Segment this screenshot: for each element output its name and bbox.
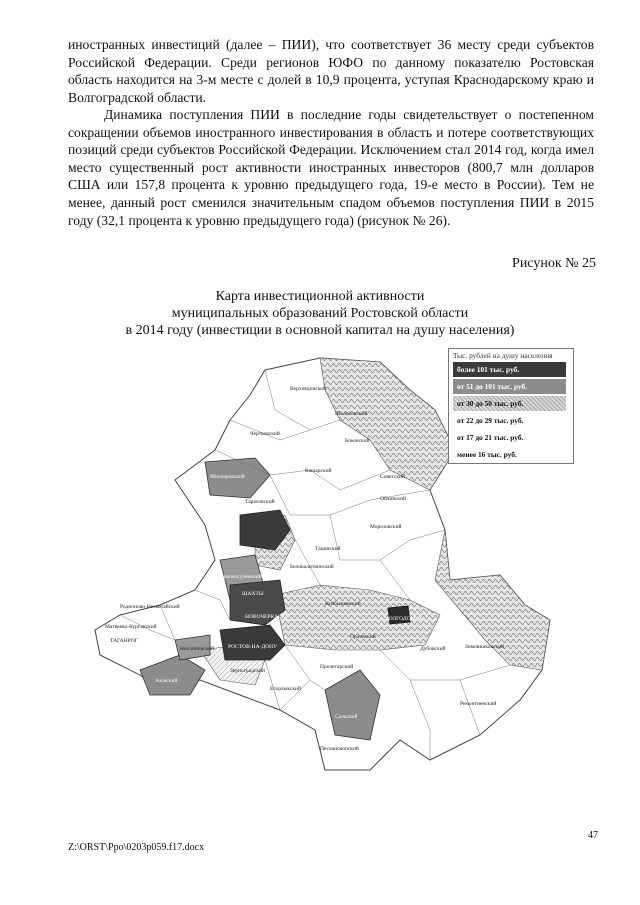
map-label-tatsinsky: Тацинский [315,546,341,552]
legend-item-5 [453,430,566,445]
map-label-proletarsky: Пролетарский [320,664,354,670]
map-label-millerovsky: Миллеровский [210,474,245,480]
map-label-morozovsky: Морозовский [370,524,402,530]
legend-item-1-label: более 101 тыс. руб. [457,365,520,374]
legend-item-3-label: от 30 до 50 тыс. руб. [457,399,524,408]
map-label-zimovnikovsky: Зимовниковский [465,644,505,650]
map-label-neklinovsky: Неклиновский [180,646,215,652]
map-label-shakhty: ШАХТЫ [242,591,264,597]
legend-item-6-label: менее 16 тыс. руб. [457,450,517,459]
map-label-belokalitvinsky: Белокалитвинский [290,564,334,570]
map-label-chertkovsky: Чертковский [250,431,280,437]
legend-item-3 [453,396,566,411]
map-label-taganrog: ТАГАНРОГ [110,638,138,644]
map-label-peschanokopsky: Песчанокопский [320,746,359,752]
legend-item-5-label: от 17 до 21 тыс. руб. [457,433,524,442]
map-label-egorlyksky: Егорлыкский [270,686,301,692]
figure-title [0,288,640,339]
map-label-novocherkassk: НОВОЧЕРКАССК [245,614,289,620]
map-label-rostov: РОСТОВ-НА-ДОНУ [228,644,277,650]
map-label-matveevo: Матвеево-Курганский [105,624,157,630]
legend-item-2-label: от 51 до 101 тыс. руб. [457,382,528,391]
map-label-rodionovo: Родионово-Несветайский [120,604,180,610]
map-label-sovetsky: Советский [380,474,405,480]
map-label-kashary: Кашарский [305,468,332,474]
map-legend [448,348,574,464]
figure-title-line-3: в 2014 году (инвестиции в основной капитал на душу населения) [125,323,515,338]
map-label-remontnensky: Ремонтненский [460,701,497,707]
map-label-verkhnedonskoy: Верхнедонской [290,386,326,392]
map-label-azov: Азовский [155,678,178,684]
legend-item-4 [453,413,566,428]
map-label-tarasovsky: Тарасовский [245,499,275,505]
legend-item-1 [453,362,566,377]
map-label-dubovsky: Дубовский [420,646,446,652]
map-label-krasnosulinsky: Красносулинский [220,574,262,580]
map-label-bokovsky: Боковский [345,438,370,444]
map-label-orlovsky: Орловский [350,634,376,640]
page-number: 47 [588,830,598,841]
figure-title-line-1: Карта инвестиционной активности [215,289,425,304]
legend-item-2 [453,379,566,394]
paragraph-1: иностранных инвестиций (далее – ПИИ), что соответствует 36 месту среди субъектов Российской Федерации. Среди регионов ЮФО по данному показателю Ростовская область находится на 3-м месте с долей в 10,9 процента, уступая Краснодарскому краю и Волгоградской области. [68,37,594,105]
legend-item-4-label: от 22 до 29 тыс. руб. [457,416,524,425]
legend-item-6 [453,447,566,462]
file-path: Z:\ORST\Ppo\0203p059.f17.docx [68,842,205,853]
legend-header: Тыс. рублей на душу населения [453,351,553,360]
map-label-sholokhovsky: Шолоховский [335,411,368,417]
map-label-zernogradsky: Зерноградский [230,668,265,674]
figure-title-line-2: муниципальных образований Ростовской области [171,306,469,321]
map-label-kuybyshevsky: Куйбышевский [325,601,361,607]
map-label-salsky: Сальский [335,714,358,720]
paragraph-2: Динамика поступления ПИИ в последние годы свидетельствует о постепенном сокращении объемов иностранного инвестирования в область и потере соответствующих позиций среди субъектов Российской Федерации. Исключением стал 2014 год, когда имел место существенный рост активности иностранных инвесторов (800,7 млн долларов США или 157,8 процента к уровню предыдущего года, 19-е место в России). Тем не менее, данный рост сменился значительным спадом объемов поступления ПИИ в 2015 году (32,1 процента к уровню предыдущего года) (рисунок № 26). [68,107,594,228]
map-label-volgodonsk: ВОЛГОДОНСК [385,616,422,622]
figure-number: Рисунок № 25 [512,256,596,271]
map-label-oblivsky: Обливский [380,496,406,502]
